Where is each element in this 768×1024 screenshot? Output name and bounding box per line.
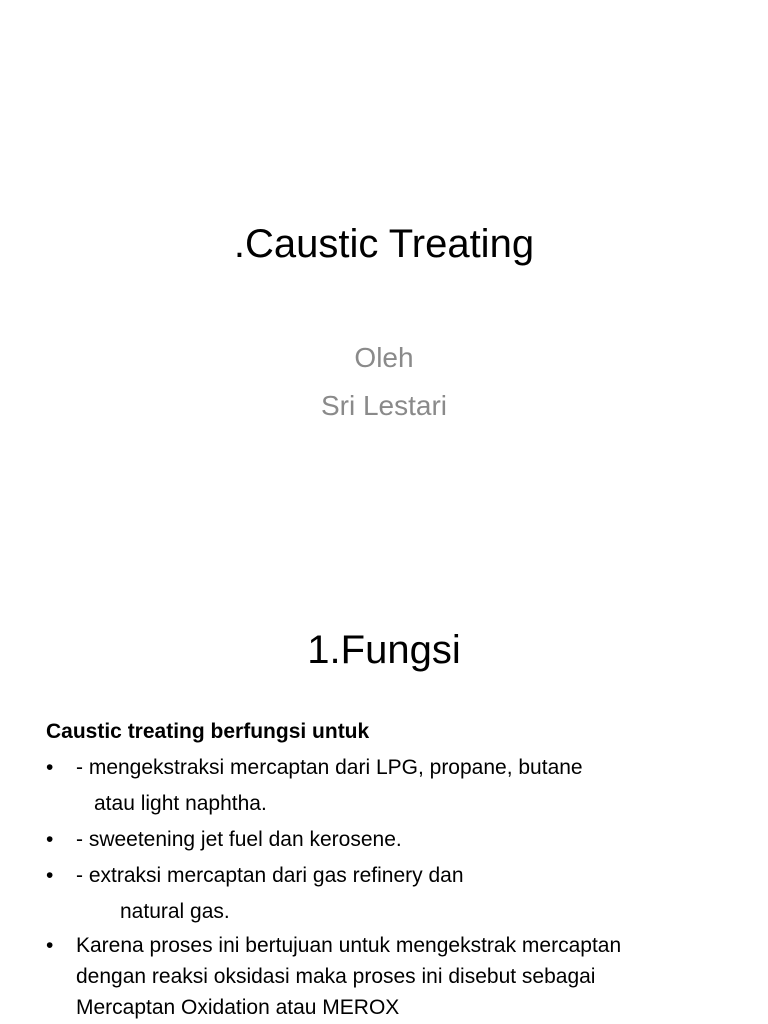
slide-title: .Caustic Treating [233, 222, 535, 266]
content-body [46, 714, 746, 1023]
bullet-text-continuation: atau light naphtha. [94, 792, 267, 815]
bullet-text-continuation: natural gas. [120, 900, 230, 923]
bullet-text-continuation: Mercaptan Oxidation atau MEROX [76, 996, 400, 1019]
bullet-item [46, 930, 746, 1023]
bullet-marker: • [46, 828, 54, 851]
bullet-marker: • [46, 756, 54, 779]
bullet-text-continuation: dengan reaksi oksidasi maka proses ini disebut sebagai [76, 965, 596, 988]
bullet-text: - mengekstraksi mercaptan dari LPG, propane, butane [76, 756, 583, 779]
slide-subtitle [0, 334, 768, 430]
bullet-item [46, 858, 746, 930]
section-title: 1.Fungsi [307, 628, 461, 672]
bullet-marker: • [46, 934, 54, 957]
lead-text: Caustic treating berfungsi untuk [46, 720, 370, 743]
author-name: Sri Lestari [320, 390, 448, 421]
bullet-item [46, 750, 746, 822]
content-slide [0, 576, 768, 1024]
subtitle-line-prefix: Oleh [354, 342, 414, 373]
bullet-text: - extraksi mercaptan dari gas refinery dan [76, 864, 464, 887]
bullet-text: Karena proses ini bertujuan untuk mengekstrak mercaptan [76, 934, 622, 957]
bullet-marker: • [46, 864, 54, 887]
bullet-text: - sweetening jet fuel dan kerosene. [76, 828, 402, 851]
bullet-item [46, 822, 746, 858]
